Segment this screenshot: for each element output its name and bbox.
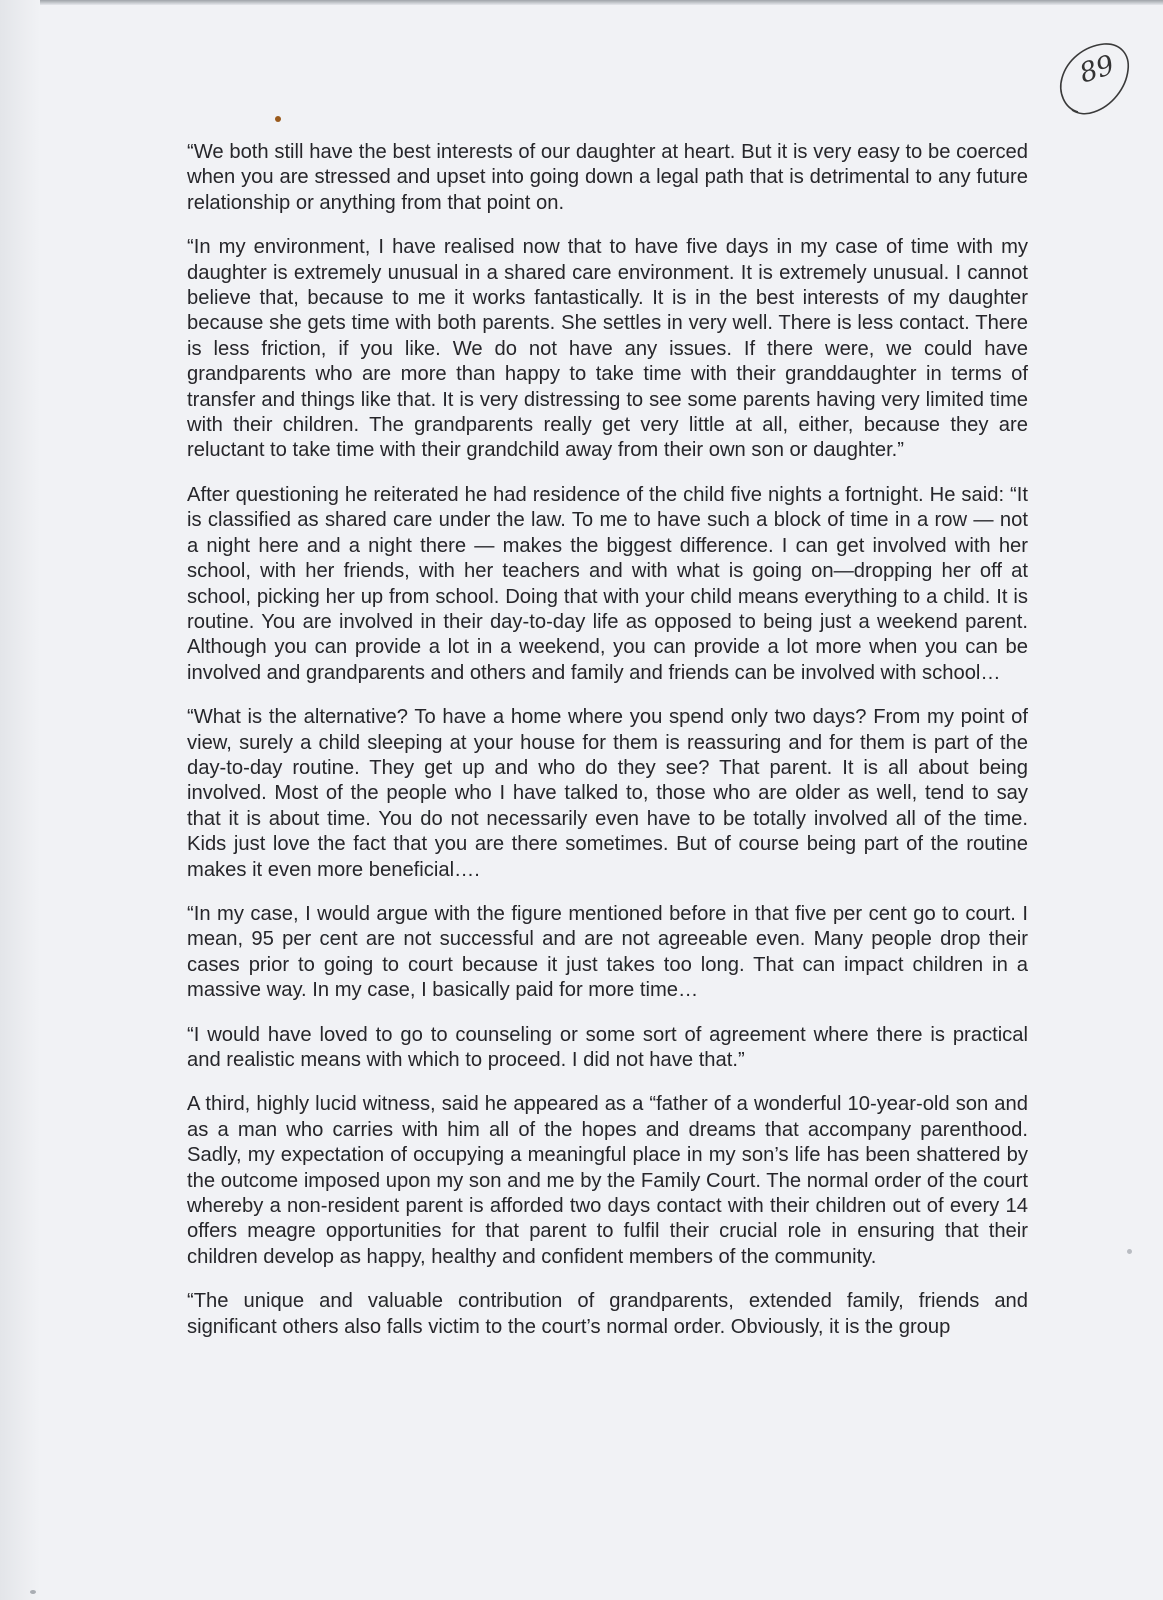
paragraph: “In my environment, I have realised now that to have five days in my case of time with my daughter is extremely unusual in a shared care environment. It is extremely unusual. I cannot believe that, because to me it works fantastically. It is in the best interests of my daughter because she gets time with both parents. She settles in very well. There is less contact. There is less friction, if you like. We do not have any issues. If there were, we could have grandparents who are more than happy to take time with their granddaughter in terms of transfer and things like that. It is very distressing to see some parents having very limited time with their children. The grandparents really get very little at all, either, because they are reluctant to take time with their grandchild away from their own son or daughter.” bbox=[187, 236, 1028, 462]
ink-speck bbox=[30, 1590, 36, 1594]
document-body bbox=[187, 140, 1028, 1359]
paragraph: “I would have loved to go to counseling or some sort of agreement where there is practical and realistic means with which to proceed. I did not have that.” bbox=[187, 1023, 1028, 1071]
paragraph: “In my case, I would argue with the figure mentioned before in that five per cent go to court. I mean, 95 per cent are not successful and are not agreeable even. Many people drop their cases prior to going to court because it just takes too long. That can impact children in a massive way. In my case, I basically paid for more time… bbox=[187, 902, 1028, 1002]
ink-speck bbox=[275, 116, 281, 122]
paragraph: “We both still have the best interests of our daughter at heart. But it is very easy to be coerced when you are stressed and upset into going down a legal path that is detrimental to any future relationship or anything from that point on. bbox=[187, 141, 1028, 214]
paragraph: After questioning he reiterated he had residence of the child five nights a fortnight. He said: “It is classified as shared care under the law. To me to have such a block of time in a row — not a night here and a night there — makes the biggest difference. I can get involved with her school, with her friends, with her teachers and with what is going on—dropping her off at school, picking her up from school. Doing that with your child means everything to a child. It is routine. You are involved in their day-to-day life as opposed to being just a weekend parent. Although you can provide a lot in a weekend, you can provide a lot more when you can be involved and grandparents and others and family and friends can be involved with school… bbox=[187, 483, 1028, 684]
paragraph: “The unique and valuable contribution of grandparents, extended family, friends and significant others also falls victim to the court’s normal order. Obviously, it is the group bbox=[187, 1290, 1028, 1338]
paragraph: A third, highly lucid witness, said he appeared as a “father of a wonderful 10-year-old son and as a man who carries with him all of the hopes and dreams that accompany parenthood. Sadly, my expectation of occupying a meaningful place in my son’s life has been shattered by the outcome imposed upon my son and me by the Family Court. The normal order of the court whereby a non-resident parent is afforded two days contact with their children out of every 14 offers meagre opportunities for that parent to fulfil their crucial role in ensuring that their children develop as happy, healthy and confident members of the community. bbox=[187, 1093, 1028, 1268]
paragraph: “What is the alternative? To have a home where you spend only two days? From my point of view, surely a child sleeping at your house for them is reassuring and for them is part of the day-to-day routine. They get up and who do they see? That parent. It is all about being involved. Most of the people who I have talked to, those who are older as well, tend to say that it is about time. You do not necessarily even have to be totally involved all of the time. Kids just love the fact that you are there sometimes. But of course being part of the routine makes it even more beneficial…. bbox=[187, 706, 1028, 881]
page-top-edge bbox=[0, 0, 1163, 5]
ink-speck bbox=[1127, 1249, 1132, 1254]
handwritten-page-number bbox=[1058, 40, 1132, 118]
page-number-text: 89 bbox=[1075, 49, 1119, 90]
page-left-shadow bbox=[0, 0, 40, 1600]
